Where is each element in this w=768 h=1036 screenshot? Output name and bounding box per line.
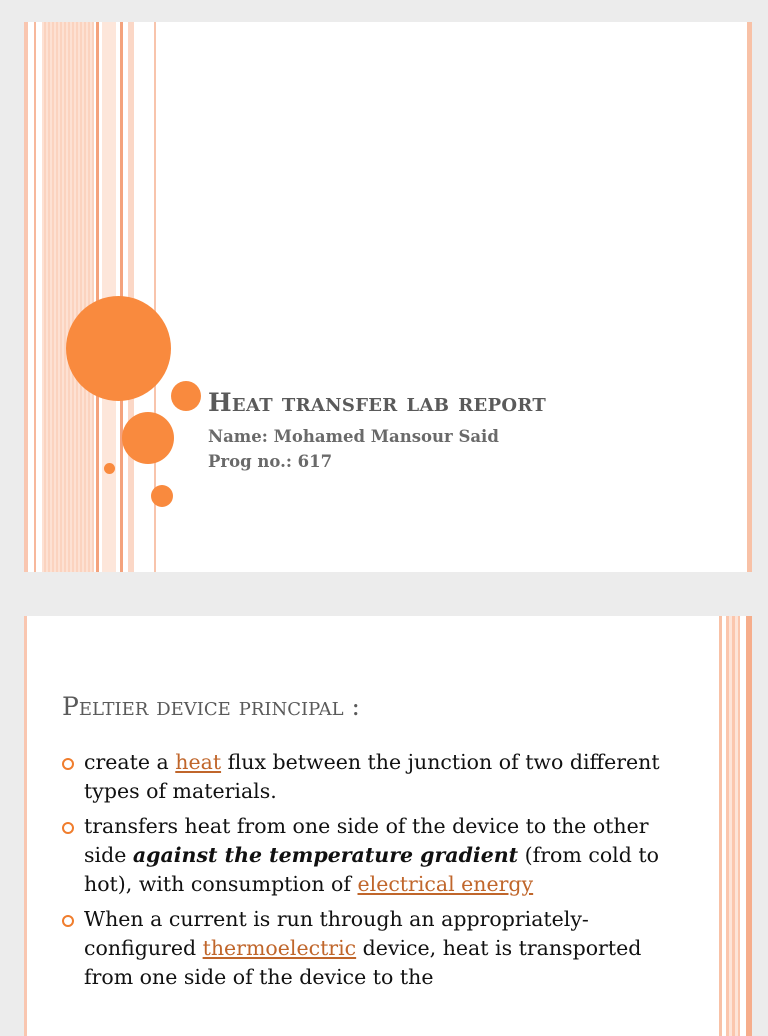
decor-stripe-left bbox=[24, 616, 27, 1036]
bullet-list bbox=[62, 748, 662, 998]
decor-circle-small bbox=[151, 485, 173, 507]
decor-stripe-band bbox=[42, 22, 94, 572]
decor-circle-medium bbox=[122, 412, 174, 464]
decor-stripe bbox=[24, 22, 28, 572]
bullet-text: device, heat is transported from one side of the device to the bbox=[84, 936, 642, 989]
decor-stripe bbox=[746, 616, 752, 1036]
bullet-text: create a bbox=[84, 750, 176, 774]
bullet-circle-icon bbox=[62, 915, 74, 927]
decor-stripe bbox=[34, 22, 36, 572]
heat-link[interactable]: heat bbox=[175, 750, 222, 774]
bullet-item bbox=[62, 748, 662, 806]
bullet-text: flux between the junction of two different types of materials. bbox=[84, 750, 660, 803]
decor-circle-dot bbox=[104, 463, 115, 474]
thermoelectric-link[interactable]: thermoelectric bbox=[202, 936, 357, 960]
decor-stripe-band bbox=[726, 616, 740, 1036]
bullet-circle-icon bbox=[62, 758, 74, 770]
content-slide bbox=[24, 616, 752, 1036]
title-block bbox=[208, 388, 546, 471]
bullet-item bbox=[62, 812, 662, 899]
title-slide bbox=[24, 22, 752, 572]
author-name: Name: Mohamed Mansour Said bbox=[208, 427, 499, 446]
slide-title: Heat transfer lab report bbox=[208, 388, 547, 417]
slide-heading: Peltier device principal : bbox=[62, 692, 360, 721]
electrical-energy-link[interactable]: electrical energy bbox=[357, 872, 534, 896]
decor-circle-small bbox=[171, 381, 201, 411]
bullet-text: transfers heat from one side of the device to the other side bbox=[84, 814, 649, 867]
decor-stripe-right bbox=[747, 22, 752, 572]
bullet-circle-icon bbox=[62, 822, 74, 834]
program-number: Prog no.: 617 bbox=[208, 452, 333, 471]
decor-circle-large bbox=[66, 296, 171, 401]
bullet-text: When a current is run through an appropriately-configured bbox=[84, 907, 589, 960]
emphasis-text: against the temperature gradient bbox=[132, 843, 519, 867]
decor-stripe bbox=[96, 22, 99, 572]
bullet-text: (from cold to hot), with consumption of bbox=[84, 843, 659, 896]
decor-stripe bbox=[719, 616, 722, 1036]
bullet-item bbox=[62, 905, 662, 992]
